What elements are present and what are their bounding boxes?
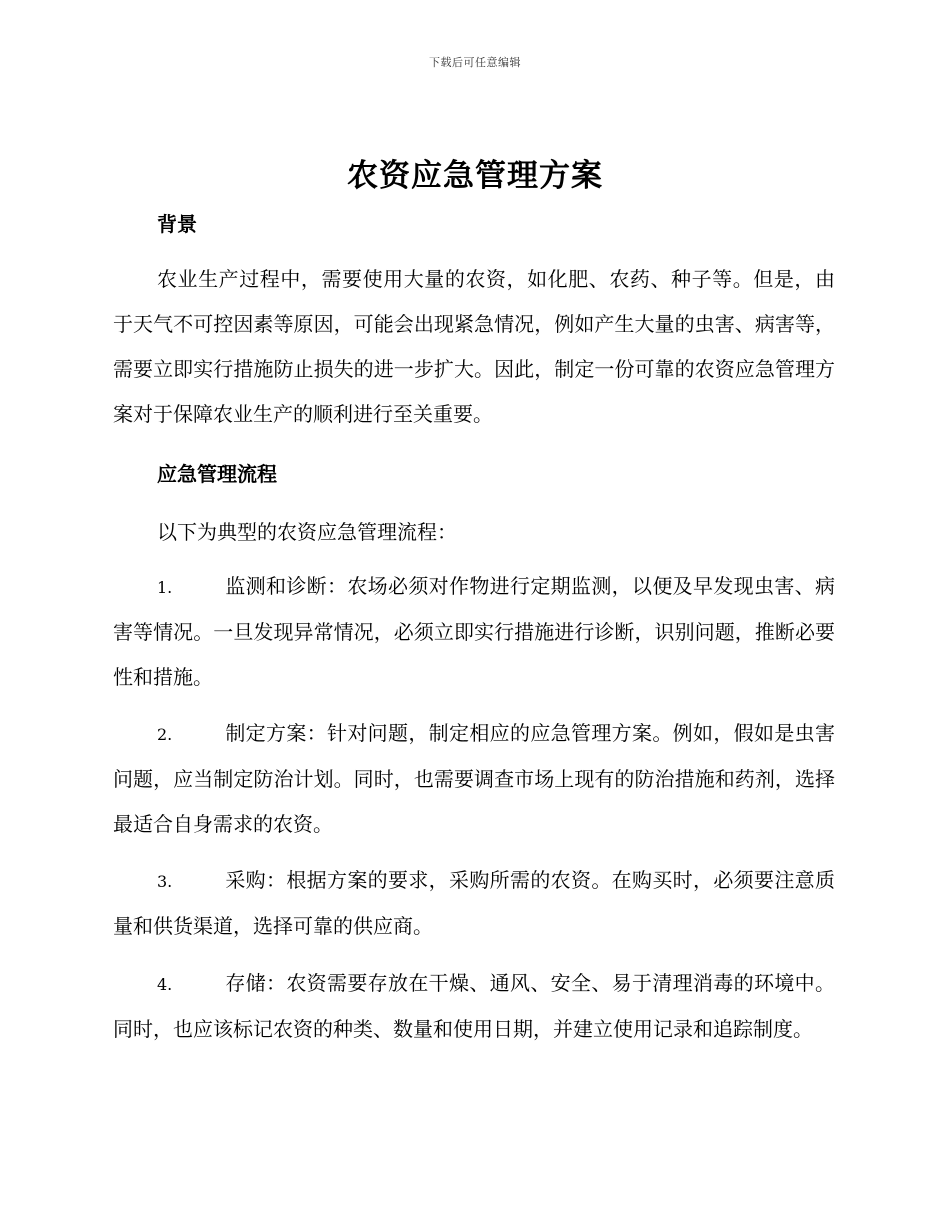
- list-item: [113, 961, 835, 1052]
- list-item: [113, 858, 835, 949]
- document-title: 农资应急管理方案: [347, 158, 603, 194]
- background-paragraph: 农业生产过程中，需要使用大量的农资，如化肥、农药、种子等。但是，由于天气不可控因素等原因，可能会出现紧急情况，例如产生大量的虫害、病害等，需要立即实行措施防止损失的进一步扩大。因此，制定一份可靠的农资应急管理方案对于保障农业生产的顺利进行至关重要。: [113, 267, 835, 426]
- list-item-text: 制定方案：针对问题，制定相应的应急管理方案。例如，假如是虫害问题，应当制定防治计划。同时，也需要调查市场上现有的防治措施和药剂，选择最适合自身需求的农资。: [113, 721, 835, 836]
- section-heading-background: 背景: [157, 212, 197, 236]
- list-item-number: 2.: [157, 725, 173, 744]
- header-note: 下载后可任意编辑: [429, 56, 521, 69]
- section-heading-process: 应急管理流程: [157, 462, 277, 486]
- list-item: [113, 564, 835, 700]
- list-item-number: 4.: [157, 975, 173, 994]
- list-item-number: 1.: [157, 578, 173, 597]
- list-item-text: 存储：农资需要存放在干燥、通风、安全、易于清理消毒的环境中。同时，也应该标记农资的种类、数量和使用日期，并建立使用记录和追踪制度。: [113, 971, 835, 1041]
- list-item-text: 监测和诊断：农场必须对作物进行定期监测，以便及早发现虫害、病害等情况。一旦发现异常情况，必须立即实行措施进行诊断，识别问题，推断必要性和措施。: [113, 574, 835, 689]
- list-item-number: 3.: [157, 872, 173, 891]
- list-item-text: 采购：根据方案的要求，采购所需的农资。在购买时，必须要注意质量和供货渠道，选择可靠的供应商。: [113, 868, 835, 938]
- list-item: [113, 711, 835, 847]
- process-intro: 以下为典型的农资应急管理流程：: [157, 520, 457, 544]
